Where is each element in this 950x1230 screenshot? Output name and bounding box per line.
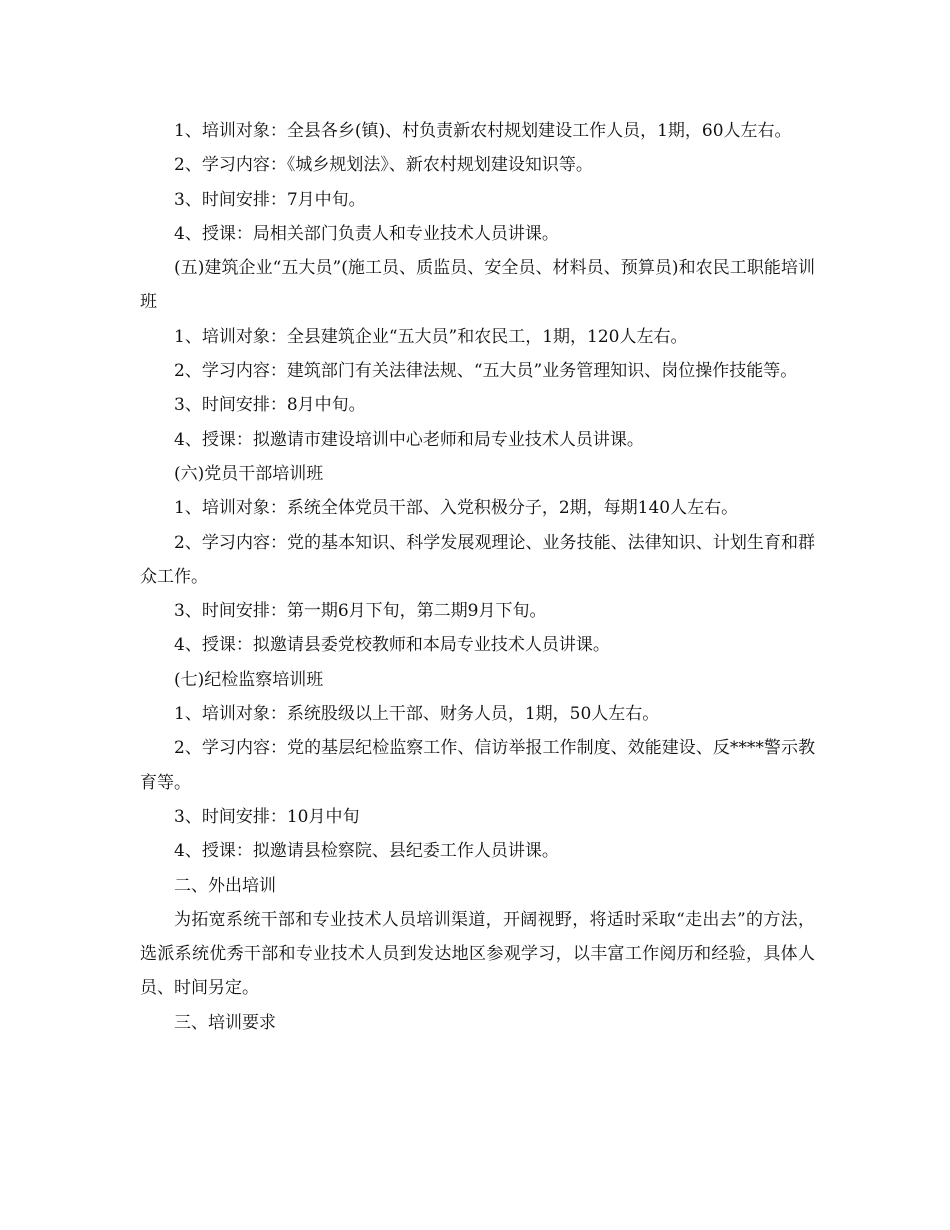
- paragraph-external-training: 为拓宽系统干部和专业技术人员培训渠道，开阔视野，将适时采取“走出去”的方法，选派系统优秀干部和专业技术人员到发达地区参观学习，以丰富工作阅历和经验，具体人员、时间另定。: [140, 909, 815, 999]
- paragraph-1-1-trainees: 1、培训对象：全县各乡(镇)、村负责新农村规划建设工作人员，1期，60人左右。: [174, 121, 792, 141]
- paragraph-6-3-schedule: 3、时间安排：第一期6月下旬，第二期9月下旬。: [174, 601, 547, 622]
- paragraph-7-4-lecturers: 4、授课：拟邀请县检察院、县纪委工作人员讲课。: [174, 841, 559, 862]
- paragraph-1-3-schedule: 3、时间安排：7月中旬。: [174, 189, 366, 210]
- paragraph-5-1-trainees: 1、培训对象：全县建筑企业“五大员”和农民工，1期，120人左右。: [174, 326, 688, 347]
- paragraph-5-3-schedule: 3、时间安排：8月中旬。: [174, 395, 366, 416]
- paragraph-6-4-lecturers: 4、授课：拟邀请县委党校教师和本局专业技术人员讲课。: [174, 635, 610, 656]
- section-heading-7: (七)纪检监察培训班: [174, 669, 324, 690]
- section-heading-6: (六)党员干部培训班: [174, 463, 324, 484]
- paragraph-6-1-trainees: 1、培训对象：系统全体党员干部、入党积极分子，2期，每期140人左右。: [174, 498, 739, 519]
- paragraph-6-2-content: 2、学习内容：党的基本知识、科学发展观理论、业务技能、法律知识、计划生育和群众工作。: [140, 532, 815, 587]
- paragraph-5-2-content: 2、学习内容：建筑部门有关法律法规、“五大员”业务管理知识、岗位操作技能等。: [174, 361, 798, 382]
- paragraph-7-1-trainees: 1、培训对象：系统股级以上干部、财务人员，1期，50人左右。: [174, 704, 660, 725]
- paragraph-1-4-lecturers: 4、授课：局相关部门负责人和专业技术人员讲课。: [174, 223, 559, 244]
- section-heading-5: (五)建筑企业“五大员”(施工员、质监员、安全员、材料员、预算员)和农民工职能培训班: [140, 258, 815, 313]
- paragraph-5-4-lecturers: 4、授课：拟邀请市建设培训中心老师和局专业技术人员讲课。: [174, 429, 644, 450]
- paragraph-7-3-schedule: 3、时间安排：10月中旬: [174, 806, 360, 827]
- paragraph-1-2-content: 2、学习内容：《城乡规划法》、新农村规划建设知识等。: [174, 155, 593, 176]
- document-body: [140, 114, 815, 1040]
- section-heading-training-requirements: 三、培训要求: [174, 1012, 276, 1033]
- paragraph-7-2-content: 2、学习内容：党的基层纪检监察工作、信访举报工作制度、效能建设、反****警示教育等。: [140, 738, 815, 793]
- section-heading-external-training: 二、外出培训: [174, 875, 276, 896]
